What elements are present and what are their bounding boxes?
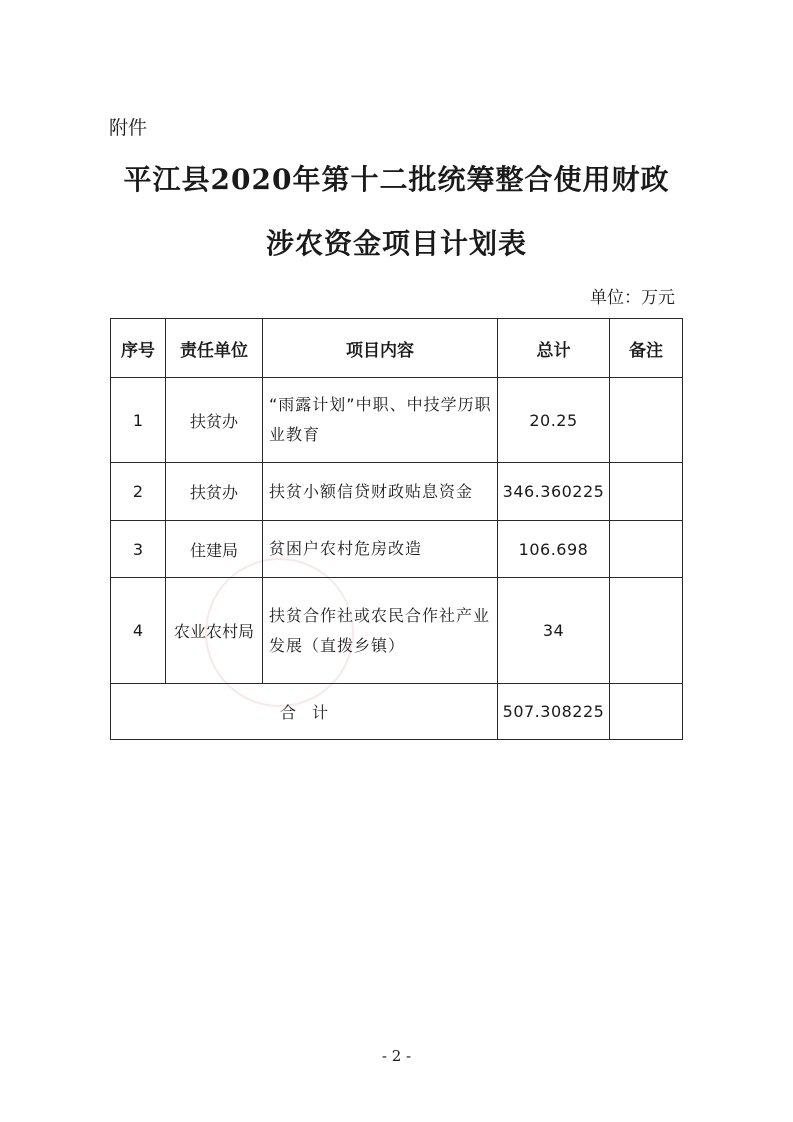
row-content: 扶贫合作社或农民合作社产业发展（直拨乡镇） bbox=[263, 578, 498, 684]
row-remark bbox=[610, 378, 683, 463]
unit-label: 单位：万元 bbox=[590, 288, 675, 308]
row-content: 贫困户农村危房改造 bbox=[263, 521, 498, 578]
header-total: 总计 bbox=[498, 319, 610, 378]
row-total: 20.25 bbox=[498, 378, 610, 463]
row-total: 34 bbox=[498, 578, 610, 684]
table-row bbox=[111, 378, 683, 463]
row-content: “雨露计划”中职、中技学历职业教育 bbox=[263, 378, 498, 463]
page-number: - 2 - bbox=[381, 1047, 412, 1065]
header-seq: 序号 bbox=[111, 319, 166, 378]
row-total: 346.360225 bbox=[498, 463, 610, 521]
header-remark: 备注 bbox=[610, 319, 683, 378]
document-title-line1: 平江县2020年第十二批统筹整合使用财政 bbox=[123, 163, 670, 196]
row-remark bbox=[610, 521, 683, 578]
total-remark bbox=[610, 684, 683, 740]
table-row bbox=[111, 463, 683, 521]
row-seq: 4 bbox=[111, 578, 166, 684]
total-label: 合 计 bbox=[111, 684, 498, 740]
row-seq: 2 bbox=[111, 463, 166, 521]
table-header-row bbox=[111, 319, 683, 378]
row-content: 扶贫小额信贷财政贴息资金 bbox=[263, 463, 498, 521]
row-unit: 农业农村局 bbox=[166, 578, 263, 684]
row-remark bbox=[610, 463, 683, 521]
row-unit: 扶贫办 bbox=[166, 463, 263, 521]
table-row bbox=[111, 578, 683, 684]
row-unit: 扶贫办 bbox=[166, 378, 263, 463]
row-unit: 住建局 bbox=[166, 521, 263, 578]
row-remark bbox=[610, 578, 683, 684]
project-plan-table bbox=[110, 318, 683, 740]
header-unit: 责任单位 bbox=[166, 319, 263, 378]
table-total-row bbox=[111, 684, 683, 740]
document-title-line2: 涉农资金项目计划表 bbox=[265, 227, 527, 260]
attachment-label: 附件 bbox=[109, 117, 148, 139]
header-content: 项目内容 bbox=[263, 319, 498, 378]
grand-total: 507.308225 bbox=[498, 684, 610, 740]
table-row bbox=[111, 521, 683, 578]
row-total: 106.698 bbox=[498, 521, 610, 578]
row-seq: 1 bbox=[111, 378, 166, 463]
row-seq: 3 bbox=[111, 521, 166, 578]
